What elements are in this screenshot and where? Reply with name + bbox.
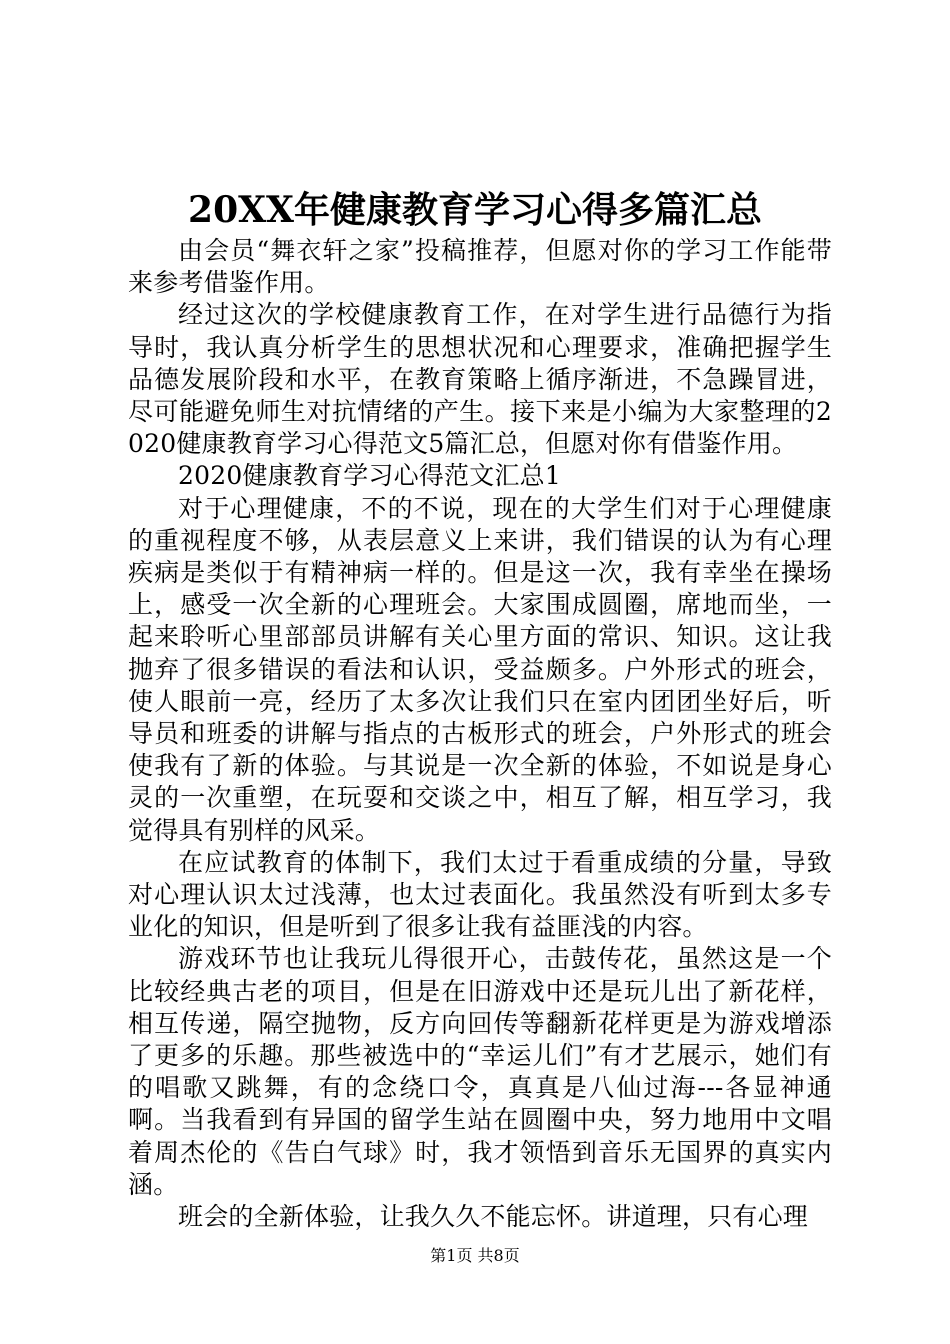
paragraph-body: 对于心理健康，不的不说，现在的大学生们对于心理健康的重视程度不够，从表层意义上来讲，我们错误的认为有心理疾病是类似于有精神病一样的。但是这一次，我有幸坐在操场上，感受一次全新的心理班会。大家围成圆圈，席地而坐，一起来聆听心里部部员讲解有关心里方面的常识、知识。这让我抛弃了很多错误的看法和认识，受益颇多。户外形式的班会，使人眼前一亮，经历了太多次让我们只在室内团团坐好后，听导员和班委的讲解与指点的古板形式的班会，户外形式的班会使我有了新的体验。与其说是一次全新的体验，不如说是身心灵的一次重塑，在玩耍和交谈之中，相互了解，相互学习，我觉得具有别样的风采。 <box>128 493 832 845</box>
paragraph-body: 游戏环节也让我玩儿得很开心，击鼓传花，虽然这是一个比较经典古老的项目，但是在旧游戏中还是玩儿出了新花样，相互传递，隔空抛物，反方向回传等翻新花样更是为游戏增添了更多的乐趣。那些被选中的“幸运儿们”有才艺展示，她们有的唱歌又跳舞，有的念绕口令，真真是八仙过海---各显神通啊。当我看到有异国的留学生站在圆圈中央，努力地用中文唱着周杰伦的《告白气球》时，我才领悟到音乐无国界的真实内涵。 <box>128 944 832 1199</box>
page-number-footer: 第1页 共8页 <box>430 1246 520 1265</box>
section-heading: 2020健康教育学习心得范文汇总1 <box>178 461 561 491</box>
document-body <box>128 235 832 1233</box>
paragraph-summary: 经过这次的学校健康教育工作，在对学生进行品德行为指导时，我认真分析学生的思想状况和心理要求，准确把握学生品德发展阶段和水平，在教育策略上循序渐进，不急躁冒进，尽可能避免师生对抗情绪的产生。接下来是小编为大家整理的2020健康教育学习心得范文5篇汇总，但愿对你有借鉴作用。 <box>128 300 832 459</box>
paragraph-intro: 由会员“舞衣轩之家”投稿推荐，但愿对你的学习工作能带来参考借鉴作用。 <box>128 236 832 298</box>
paragraph-body: 在应试教育的体制下，我们太过于看重成绩的分量，导致对心理认识太过浅薄，也太过表面化。我虽然没有听到太多专业化的知识，但是听到了很多让我有益匪浅的内容。 <box>128 847 832 942</box>
document-title: 20XX年健康教育学习心得多篇汇总 <box>188 189 762 231</box>
paragraph-body: 班会的全新体验，让我久久不能忘怀。讲道理，只有心理 <box>178 1202 809 1232</box>
